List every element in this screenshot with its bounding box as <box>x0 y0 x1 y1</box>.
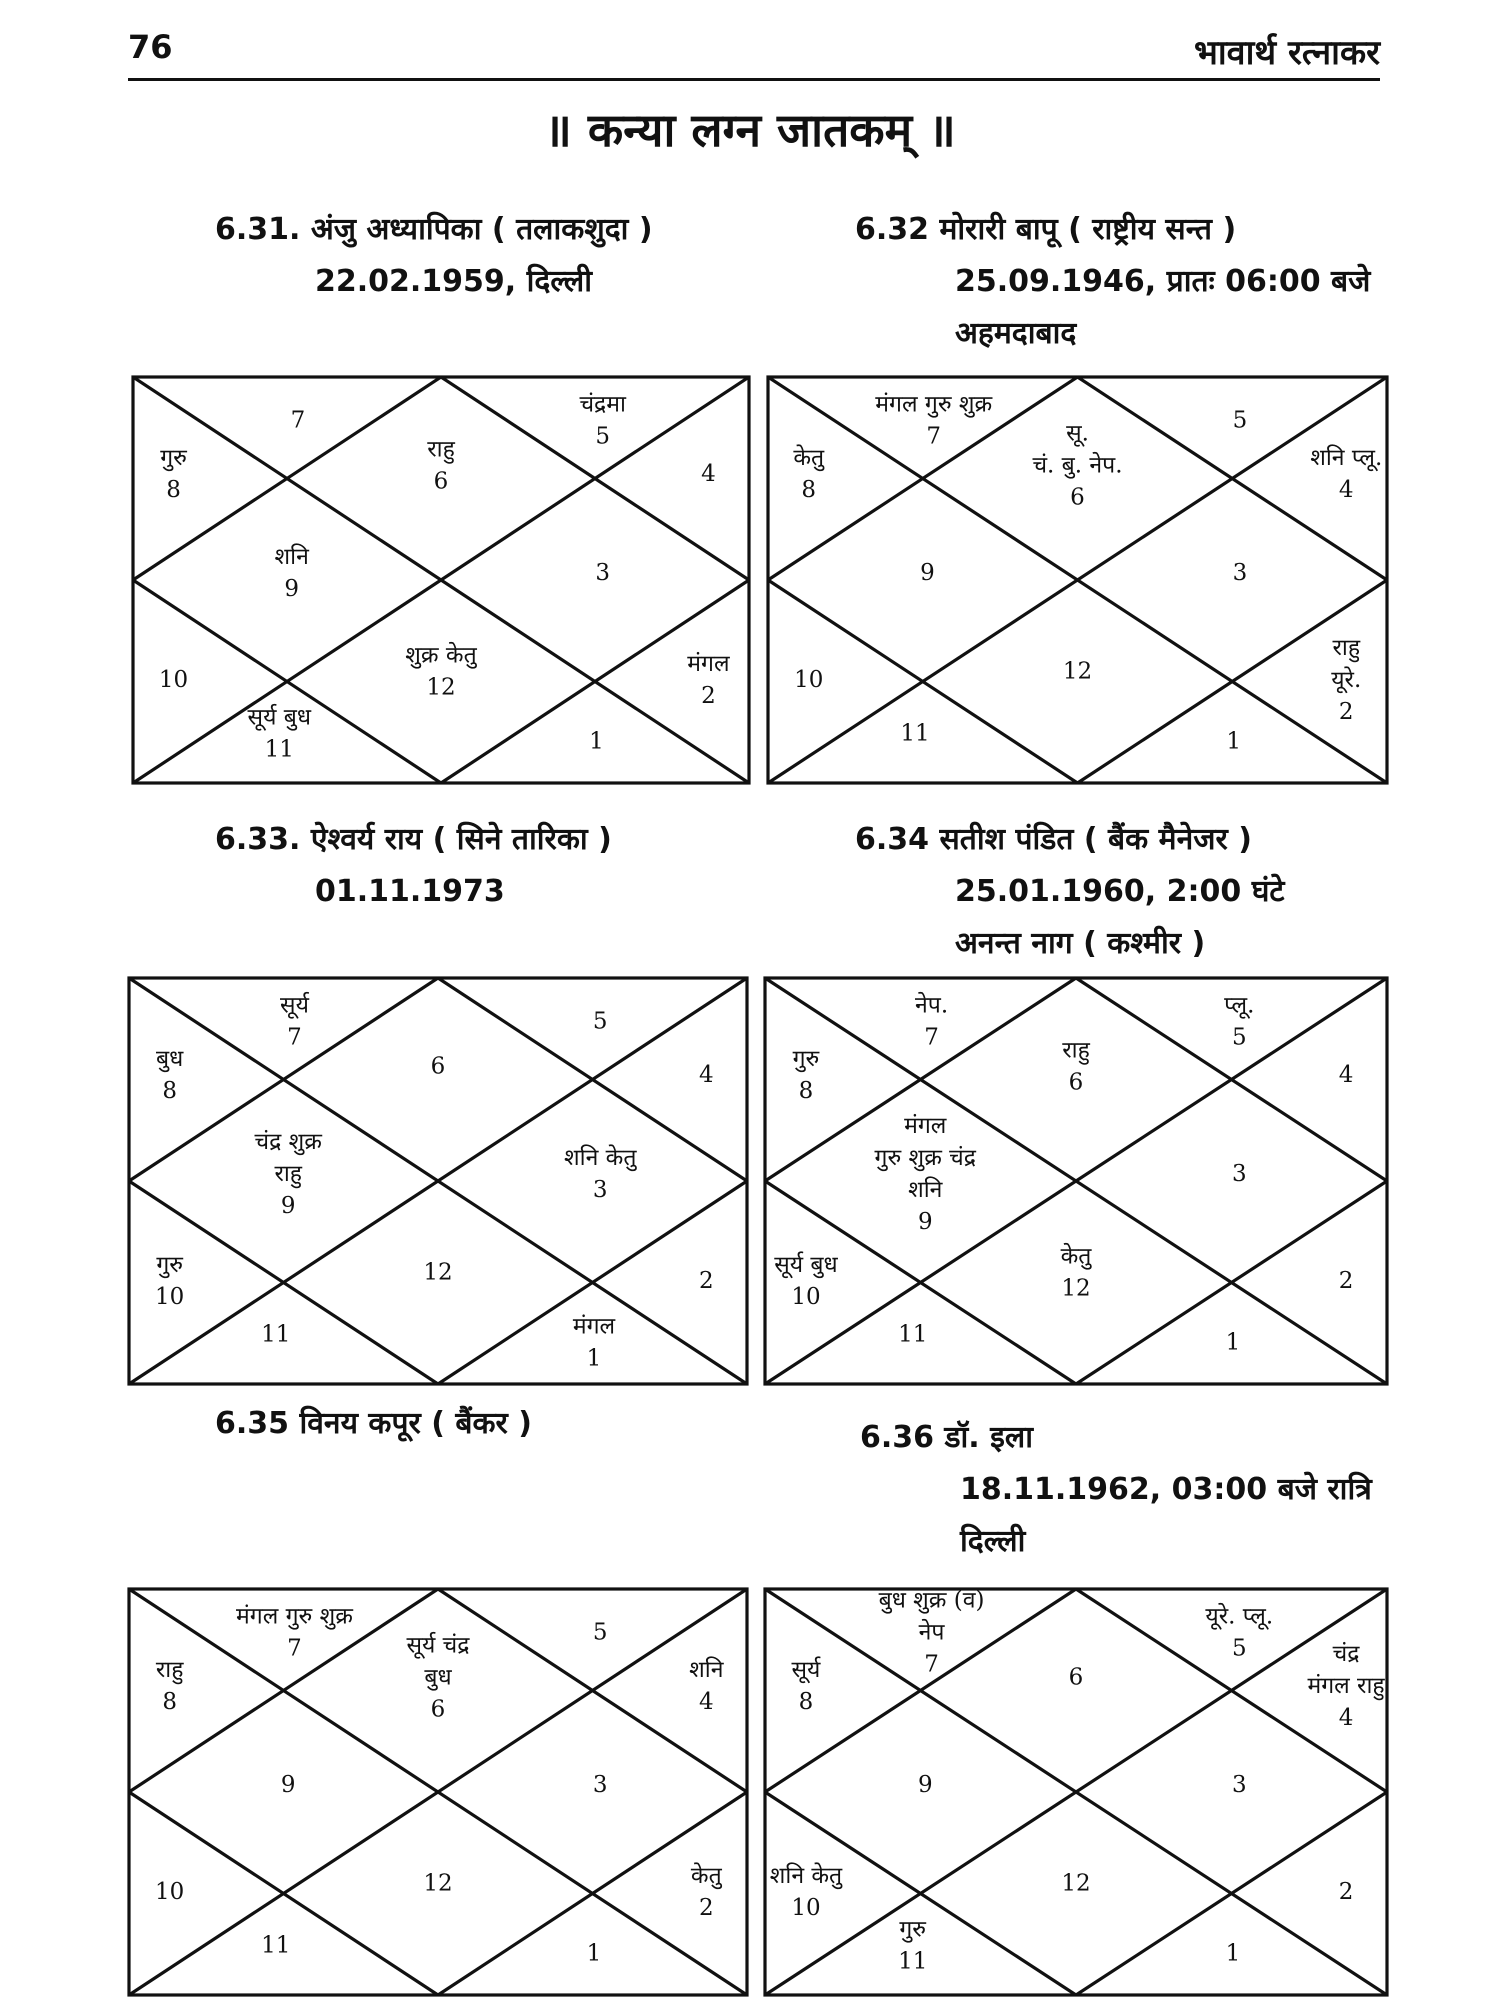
house-number-h12: 12 <box>1062 658 1093 685</box>
house-planets-h9: चंद्र शुक्र <box>254 1128 322 1155</box>
house-planets-h6: सू. <box>1066 420 1089 447</box>
house-planets-h3: शनि केतु <box>564 1144 637 1171</box>
house-number-h2: 2 <box>1338 1267 1354 1294</box>
house-planets-h2: केतु <box>690 1862 722 1889</box>
house-number-h3: 3 <box>1231 1160 1247 1187</box>
house-number-h3: 3 <box>592 1176 608 1203</box>
caption-line: 6.35 विनय कपूर ( बैंकर ) <box>215 1406 532 1441</box>
house-number-h12: 12 <box>423 1870 453 1897</box>
header-rule <box>128 78 1380 81</box>
house-planets-h11: सूर्य बुध <box>247 704 312 731</box>
caption-line: 18.11.1962, 03:00 बजे रात्रि <box>960 1472 1372 1507</box>
house-number-h1: 1 <box>1226 728 1242 755</box>
house-number-h8: 8 <box>162 1077 178 1104</box>
house-planets-h4: शनि <box>689 1656 724 1683</box>
chart-caption-6-36 <box>860 1412 1372 1568</box>
house-planets-h10: सूर्य बुध <box>774 1251 838 1278</box>
house-number-h10: 10 <box>791 1283 821 1310</box>
house-number-h6: 6 <box>433 468 449 495</box>
house-planets-h9: शनि <box>908 1176 943 1203</box>
house-number-h3: 3 <box>595 559 611 586</box>
house-number-h6: 6 <box>1068 1664 1084 1691</box>
chart-caption-6-35 <box>215 1398 532 1450</box>
house-planets-h8: राहु <box>155 1656 184 1683</box>
house-number-h8: 8 <box>166 476 181 503</box>
house-number-h12: 12 <box>1061 1275 1091 1302</box>
house-planets-h9: मंगल <box>904 1112 947 1139</box>
page-number: 76 <box>128 28 173 66</box>
house-planets-h6: चं. बु. नेप. <box>1032 452 1123 479</box>
house-number-h2: 2 <box>701 682 716 709</box>
house-number-h5: 5 <box>1231 1635 1247 1662</box>
house-number-h9: 9 <box>280 1192 296 1219</box>
caption-line: 6.31. अंजु अध्यापिका ( तलाकशुदा ) <box>215 212 653 247</box>
house-number-h9: 9 <box>284 575 300 602</box>
house-planets-h11: गुरु <box>899 1916 927 1943</box>
house-planets-h10: गुरु <box>156 1251 184 1278</box>
house-number-h2: 2 <box>1338 698 1354 725</box>
house-number-h12: 12 <box>423 1259 453 1286</box>
house-planets-h4: शनि प्लू. <box>1310 444 1383 471</box>
house-planets-h7: मंगल गुरु शुक्र <box>875 391 993 418</box>
house-number-h6: 6 <box>430 1053 446 1080</box>
caption-line: 22.02.1959, दिल्ली <box>315 264 592 299</box>
chart-caption-6-33 <box>215 814 612 918</box>
caption-line: दिल्ली <box>960 1524 1026 1559</box>
house-number-h1: 1 <box>586 1940 602 1967</box>
house-planets-h8: सूर्य <box>791 1656 821 1683</box>
house-planets-h12: शुक्र केतु <box>405 642 477 669</box>
house-number-h3: 3 <box>1231 1771 1247 1798</box>
caption-line: 01.11.1973 <box>315 874 505 909</box>
house-number-h12: 12 <box>1061 1870 1091 1897</box>
house-planets-h8: बुध <box>156 1045 184 1072</box>
caption-line: 6.33. ऐश्वर्य राय ( सिने तारिका ) <box>215 822 612 857</box>
house-planets-h7: बुध शुक्र (व) <box>878 1587 985 1614</box>
caption-line: 6.34 सतीश पंडित ( बैंक मैनेजर ) <box>855 822 1252 857</box>
house-number-h9: 9 <box>917 1771 933 1798</box>
house-planets-h7: सूर्य <box>280 992 309 1019</box>
house-number-h11: 11 <box>898 1948 928 1975</box>
house-number-h10: 10 <box>794 666 824 693</box>
house-number-h3: 3 <box>1232 559 1248 586</box>
house-number-h12: 12 <box>426 674 456 701</box>
house-planets-h4: मंगल राहु <box>1307 1672 1385 1699</box>
house-number-h5: 5 <box>592 1008 608 1035</box>
house-number-h5: 5 <box>592 1619 608 1646</box>
house-planets-h6: बुध <box>424 1664 452 1691</box>
house-number-h4: 4 <box>1338 1704 1354 1731</box>
house-planets-h4: चंद्र <box>1332 1640 1360 1667</box>
house-number-h10: 10 <box>791 1894 821 1921</box>
house-number-h9: 9 <box>280 1771 296 1798</box>
house-planets-h9: गुरु शुक्र चंद्र <box>874 1144 977 1171</box>
book-title: भावार्थ रत्नाकर <box>1193 33 1380 73</box>
house-number-h8: 8 <box>162 1688 178 1715</box>
house-planets-h6: सूर्य चंद्र <box>406 1632 470 1659</box>
house-planets-h10: शनि केतु <box>769 1862 843 1889</box>
house-number-h9: 9 <box>920 559 935 586</box>
house-number-h2: 2 <box>698 1267 714 1294</box>
house-number-h7: 7 <box>287 1024 302 1051</box>
caption-line: 25.09.1946, प्रातः 06:00 बजे <box>955 264 1371 299</box>
house-number-h6: 6 <box>430 1696 446 1723</box>
house-planets-h5: चंद्रमा <box>579 391 626 418</box>
house-number-h7: 7 <box>287 1635 302 1662</box>
house-number-h3: 3 <box>592 1771 608 1798</box>
house-planets-h8: गुरु <box>160 444 187 471</box>
house-number-h11: 11 <box>898 1321 928 1348</box>
caption-line: 25.01.1960, 2:00 घंटे <box>955 874 1285 909</box>
house-planets-h2: यूरे. <box>1331 666 1362 693</box>
house-number-h4: 4 <box>1338 476 1354 503</box>
house-planets-h8: गुरु <box>792 1045 820 1072</box>
house-number-h10: 10 <box>158 666 189 693</box>
house-number-h4: 4 <box>1338 1061 1354 1088</box>
house-number-h2: 2 <box>698 1894 714 1921</box>
house-number-h6: 6 <box>1068 1069 1084 1096</box>
house-planets-h7: नेप <box>918 1619 945 1646</box>
house-number-h4: 4 <box>698 1688 714 1715</box>
house-number-h11: 11 <box>261 1932 291 1959</box>
house-number-h10: 10 <box>155 1878 185 1905</box>
house-number-h2: 2 <box>1338 1878 1354 1905</box>
house-number-h8: 8 <box>798 1077 814 1104</box>
birth-chart-6-36 <box>762 1586 1390 1998</box>
page-title: ॥ कन्या लग्न जातकम् ॥ <box>544 103 956 157</box>
house-number-h11: 11 <box>264 736 294 763</box>
chart-caption-6-31 <box>215 204 653 308</box>
house-number-h1: 1 <box>1225 1329 1241 1356</box>
house-number-h7: 7 <box>926 423 942 450</box>
house-number-h5: 5 <box>1232 407 1248 434</box>
caption-line: 6.36 डॉ. इला <box>860 1420 1033 1455</box>
house-number-h8: 8 <box>798 1688 814 1715</box>
house-planets-h2: राहु <box>1332 634 1361 661</box>
house-number-h11: 11 <box>900 720 930 747</box>
house-planets-h2: मंगल <box>687 650 730 677</box>
house-planets-h12: केतु <box>1060 1243 1092 1270</box>
house-planets-h9: राहु <box>274 1160 303 1187</box>
house-planets-h5: प्लू. <box>1224 992 1255 1019</box>
birth-chart-6-32 <box>765 374 1390 786</box>
house-number-h10: 10 <box>155 1283 185 1310</box>
caption-line: अनन्त नाग ( कश्मीर ) <box>955 926 1206 961</box>
birth-chart-6-33 <box>126 975 750 1387</box>
house-number-h8: 8 <box>801 476 817 503</box>
house-number-h1: 1 <box>589 728 604 755</box>
house-number-h7: 7 <box>290 407 306 434</box>
house-number-h4: 4 <box>701 460 716 487</box>
house-planets-h1: मंगल <box>572 1313 616 1340</box>
house-number-h1: 1 <box>586 1345 602 1372</box>
house-number-h6: 6 <box>1070 484 1085 511</box>
house-planets-h7: नेप. <box>914 992 949 1019</box>
caption-line: 6.32 मोरारी बापू ( राष्ट्रीय सन्त ) <box>855 212 1237 247</box>
house-planets-h6: राहु <box>1062 1037 1090 1064</box>
house-number-h5: 5 <box>595 423 611 450</box>
house-number-h9: 9 <box>917 1208 933 1235</box>
house-number-h4: 4 <box>698 1061 714 1088</box>
house-planets-h6: राहु <box>427 436 455 463</box>
house-number-h1: 1 <box>1225 1940 1241 1967</box>
house-planets-h5: यूरे. प्लू. <box>1205 1603 1274 1630</box>
house-number-h5: 5 <box>1231 1024 1247 1051</box>
house-planets-h9: शनि <box>274 543 309 570</box>
caption-line: अहमदाबाद <box>955 316 1077 351</box>
chart-caption-6-34 <box>855 814 1285 970</box>
house-number-h7: 7 <box>924 1651 939 1678</box>
birth-chart-6-35 <box>126 1586 750 1998</box>
house-planets-h7: मंगल गुरु शुक्र <box>236 1603 353 1630</box>
birth-chart-6-34 <box>762 975 1390 1387</box>
house-number-h7: 7 <box>924 1024 939 1051</box>
chart-caption-6-32 <box>855 204 1370 360</box>
house-number-h11: 11 <box>261 1321 291 1348</box>
birth-chart-6-31 <box>130 374 752 786</box>
house-planets-h8: केतु <box>793 444 825 471</box>
